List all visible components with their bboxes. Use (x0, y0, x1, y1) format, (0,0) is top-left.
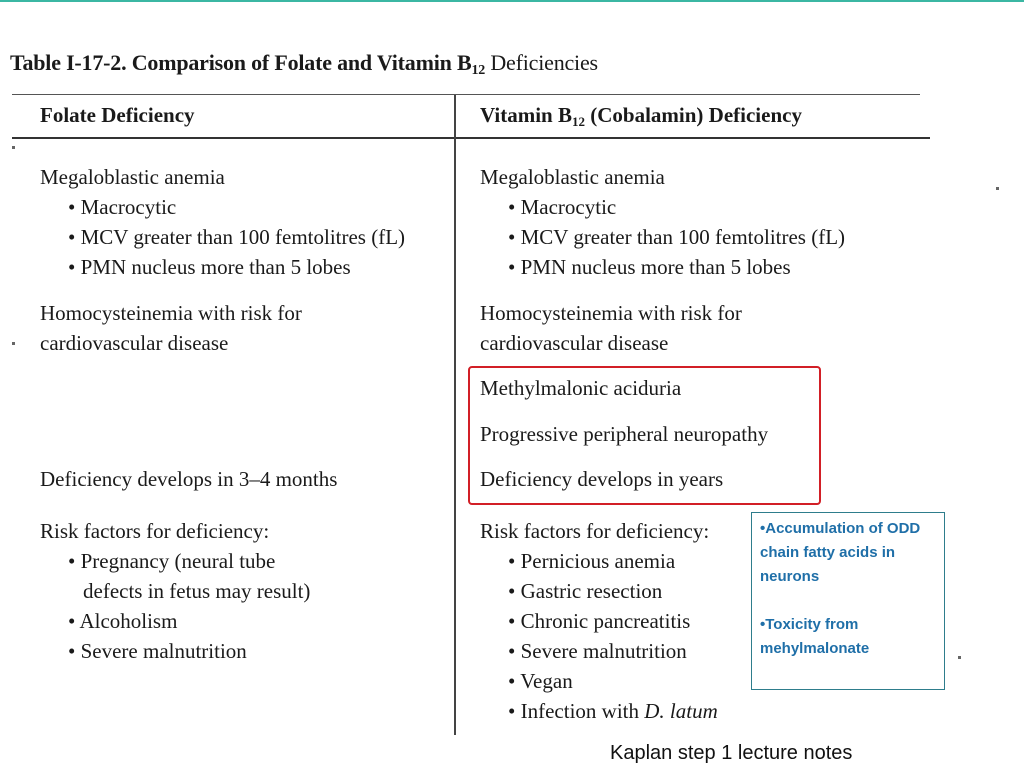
folate-homocysteinemia (40, 298, 302, 358)
folate-risk-item: • Alcoholism (68, 609, 178, 633)
folate-risk-heading: Risk factors for deficiency: (40, 519, 270, 543)
header-rule (12, 137, 930, 139)
b12-develops: Deficiency develops in years (480, 467, 724, 491)
b12-mega-item: • PMN nucleus more than 5 lobes (508, 255, 791, 279)
title-prefix: Table I-17-2. (10, 50, 127, 75)
b12-risk-item: • Pernicious anemia (508, 549, 676, 573)
folate-risk-item: • Severe malnutrition (68, 639, 247, 663)
table-title (10, 50, 598, 79)
folate-risk-block (40, 516, 310, 666)
scan-speck (996, 187, 999, 190)
folate-megaloblastic-block (40, 162, 405, 282)
b12-risk-last-prefix: • Infection with (508, 699, 639, 723)
folate-homocys-line: Homocysteinemia with risk for (40, 301, 302, 325)
b12-megaloblastic-block (480, 162, 845, 282)
folate-megaloblastic: Megaloblastic anemia (40, 165, 225, 189)
b12-mega-item: • Macrocytic (508, 195, 617, 219)
folate-mega-item: • MCV greater than 100 femtolitres (fL) (68, 225, 406, 249)
source-caption: Kaplan step 1 lecture notes (610, 742, 853, 764)
b12-homocys-line: Homocysteinemia with risk for (480, 301, 742, 325)
title-suffix: Deficiencies (490, 50, 598, 75)
title-main: Comparison of Folate and Vitamin B (131, 50, 472, 75)
column-divider (454, 95, 456, 735)
scan-speck (958, 656, 961, 659)
header-b12-subscript: 12 (571, 114, 585, 129)
note-item: •Accumulation of ODD chain fatty acids in neurons (760, 520, 921, 585)
header-b12-main: Vitamin B (480, 103, 572, 127)
folate-mega-item: • Macrocytic (68, 195, 177, 219)
header-b12 (480, 103, 802, 130)
b12-risk-block (480, 516, 718, 726)
b12-megaloblastic: Megaloblastic anemia (480, 165, 665, 189)
header-folate: Folate Deficiency (40, 103, 195, 127)
b12-methylmalonic: Methylmalonic aciduria (480, 376, 682, 400)
b12-homocys-line: cardiovascular disease (480, 331, 669, 355)
b12-risk-item: • Chronic pancreatitis (508, 609, 691, 633)
b12-risk-item-last (480, 696, 718, 726)
scan-speck (12, 146, 15, 149)
folate-homocys-line: cardiovascular disease (40, 331, 229, 355)
folate-risk-item: defects in fetus may result) (83, 579, 311, 603)
b12-homocysteinemia (480, 298, 742, 358)
b12-mega-item: • MCV greater than 100 femtolitres (fL) (508, 225, 846, 249)
folate-mega-item: • PMN nucleus more than 5 lobes (68, 255, 351, 279)
title-subscript: 12 (471, 63, 486, 78)
b12-risk-heading: Risk factors for deficiency: (480, 519, 710, 543)
header-b12-suffix: (Cobalamin) Deficiency (590, 103, 802, 127)
folate-develops: Deficiency develops in 3–4 months (40, 467, 338, 491)
b12-risk-last-organism: D. latum (644, 699, 718, 723)
b12-risk-item: • Vegan (508, 669, 573, 693)
b12-risk-item: • Gastric resection (508, 579, 663, 603)
folate-risk-item: • Pregnancy (neural tube (68, 549, 276, 573)
table-top-rule (12, 94, 920, 95)
scan-speck (12, 342, 15, 345)
top-accent-rule (0, 0, 1024, 2)
b12-risk-item: • Severe malnutrition (508, 639, 687, 663)
b12-neuropathy: Progressive peripheral neuropathy (480, 422, 769, 446)
annotation-note-box (751, 512, 945, 690)
note-item: •Toxicity from mehylmalonate (760, 616, 870, 657)
